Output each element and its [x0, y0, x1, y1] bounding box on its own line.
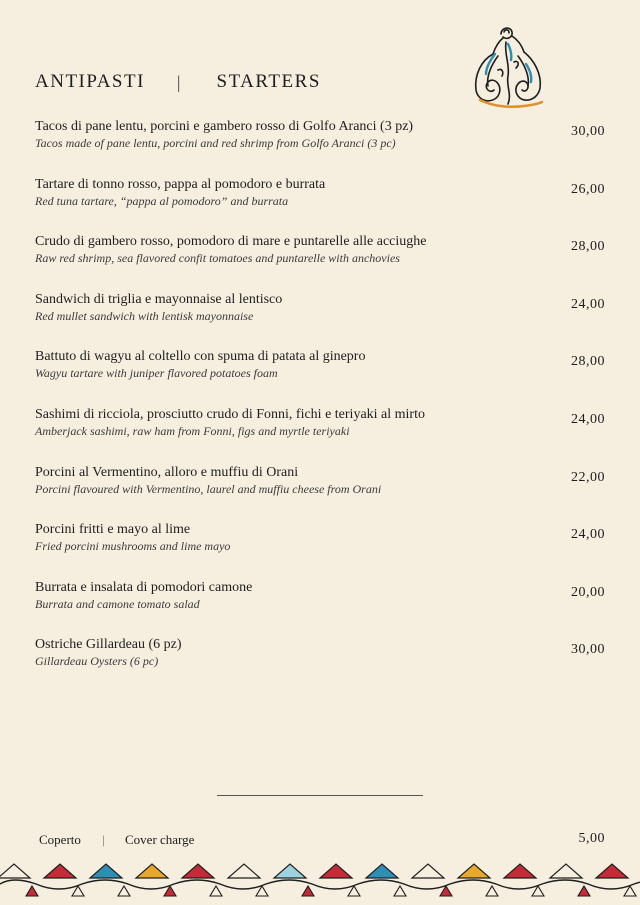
dish-name-english: Amberjack sashimi, raw ham from Fonni, figs and myrtle teriyaki	[35, 423, 350, 438]
garland-flag	[550, 864, 582, 878]
dish-name-italian: Tacos di pane lentu, porcini e gambero rosso di Golfo Aranci (3 pz)	[35, 119, 414, 134]
dish-price: 22,00	[571, 469, 605, 485]
garland-flag	[182, 864, 214, 878]
dish-price: 26,00	[571, 181, 605, 197]
garland-flag	[228, 864, 260, 878]
garland-flag	[136, 864, 168, 878]
dish-name-english: Burrata and camone tomato salad	[35, 596, 200, 611]
cover-charge-divider: |	[102, 832, 105, 847]
dish-name-english: Red mullet sandwich with lentisk mayonnaise	[35, 308, 254, 323]
dish-price: 30,00	[571, 642, 605, 658]
dish-name-italian: Tartare di tonno rosso, pappa al pomodoro e burrata	[35, 176, 326, 192]
garland-flag	[44, 864, 76, 878]
dish-price: 24,00	[571, 411, 605, 427]
garland-flag	[458, 864, 490, 878]
dish-name-italian: Battuto di wagyu al coltello con spuma di patata al ginepro	[35, 349, 366, 365]
garland-pennant	[210, 886, 222, 896]
garland-string	[0, 880, 640, 889]
dish-price: 30,00	[571, 124, 605, 139]
dish-name-italian: Burrata e insalata di pomodori camone	[35, 579, 253, 595]
garland-pennant	[26, 886, 38, 896]
garland-flag	[596, 864, 628, 878]
dish-name-english: Wagyu tartare with juniper flavored potatoes foam	[35, 366, 278, 381]
dish-price: 28,00	[571, 354, 605, 370]
garland-pennant	[486, 886, 498, 896]
footer-divider-line	[217, 795, 423, 796]
dish-name-english: Fried porcini mushrooms and lime mayo	[35, 539, 231, 554]
dish-name-italian: Crudo di gambero rosso, pomodoro di mare e puntarelle alle acciughe	[35, 234, 427, 250]
menu-item	[35, 636, 607, 694]
garland-flag	[90, 864, 122, 878]
dish-name-italian: Ostriche Gillardeau (6 pz)	[35, 637, 182, 653]
menu-item	[35, 348, 607, 406]
menu-item	[35, 176, 607, 234]
dish-name-italian: Sandwich di triglia e mayonnaise al lentisco	[35, 291, 283, 307]
dish-price: 20,00	[571, 584, 605, 600]
dish-name-english: Porcini flavoured with Vermentino, laurel and muffiu cheese from Orani	[35, 481, 382, 496]
garland-pennant	[394, 886, 406, 896]
header-divider: |	[176, 71, 181, 92]
dish-name-italian: Porcini fritti e mayo al lime	[35, 522, 191, 538]
menu-item	[35, 118, 607, 176]
dish-name-english: Tacos made of pane lentu, porcini and red shrimp from Golfo Aranci (3 pc)	[35, 136, 396, 150]
section-header	[35, 70, 321, 94]
menu-item	[35, 233, 607, 291]
dish-price: 24,00	[571, 296, 605, 312]
menu-list	[35, 118, 607, 694]
menu-item	[35, 291, 607, 349]
dish-name-english: Raw red shrimp, sea flavored confit tomatoes and puntarelle with anchovies	[35, 251, 400, 266]
dish-name-english: Gillardeau Oysters (6 pc)	[35, 654, 159, 669]
garland-pennant	[578, 886, 590, 896]
garland-flag	[0, 864, 30, 878]
bunting-garland-icon	[0, 860, 640, 905]
garland-flag	[412, 864, 444, 878]
menu-item	[35, 579, 607, 637]
cover-charge-italian: Coperto	[39, 832, 81, 847]
section-title-english: STARTERS	[216, 71, 321, 92]
abstract-figure-logo-icon	[468, 24, 548, 110]
garland-pennant	[302, 886, 314, 896]
garland-flag	[366, 864, 398, 878]
garland-flag	[274, 864, 306, 878]
cover-charge-english: Cover charge	[125, 832, 195, 847]
menu-item	[35, 406, 607, 464]
dish-name-italian: Sashimi di ricciola, prosciutto crudo di Fonni, fichi e teriyaki al mirto	[35, 406, 425, 422]
cover-charge-row	[39, 832, 605, 852]
garland-pennant	[118, 886, 130, 896]
dish-price: 24,00	[571, 527, 605, 543]
dish-name-italian: Porcini al Vermentino, alloro e muffiu di Orani	[35, 464, 299, 480]
garland-flag	[504, 864, 536, 878]
garland-flag	[320, 864, 352, 878]
menu-item	[35, 521, 607, 579]
cover-charge-price: 5,00	[578, 831, 605, 846]
section-title-italian: ANTIPASTI	[35, 71, 145, 92]
dish-price: 28,00	[571, 239, 605, 255]
dish-name-english: Red tuna tartare, “pappa al pomodoro” and burrata	[35, 193, 289, 208]
menu-item	[35, 464, 607, 522]
